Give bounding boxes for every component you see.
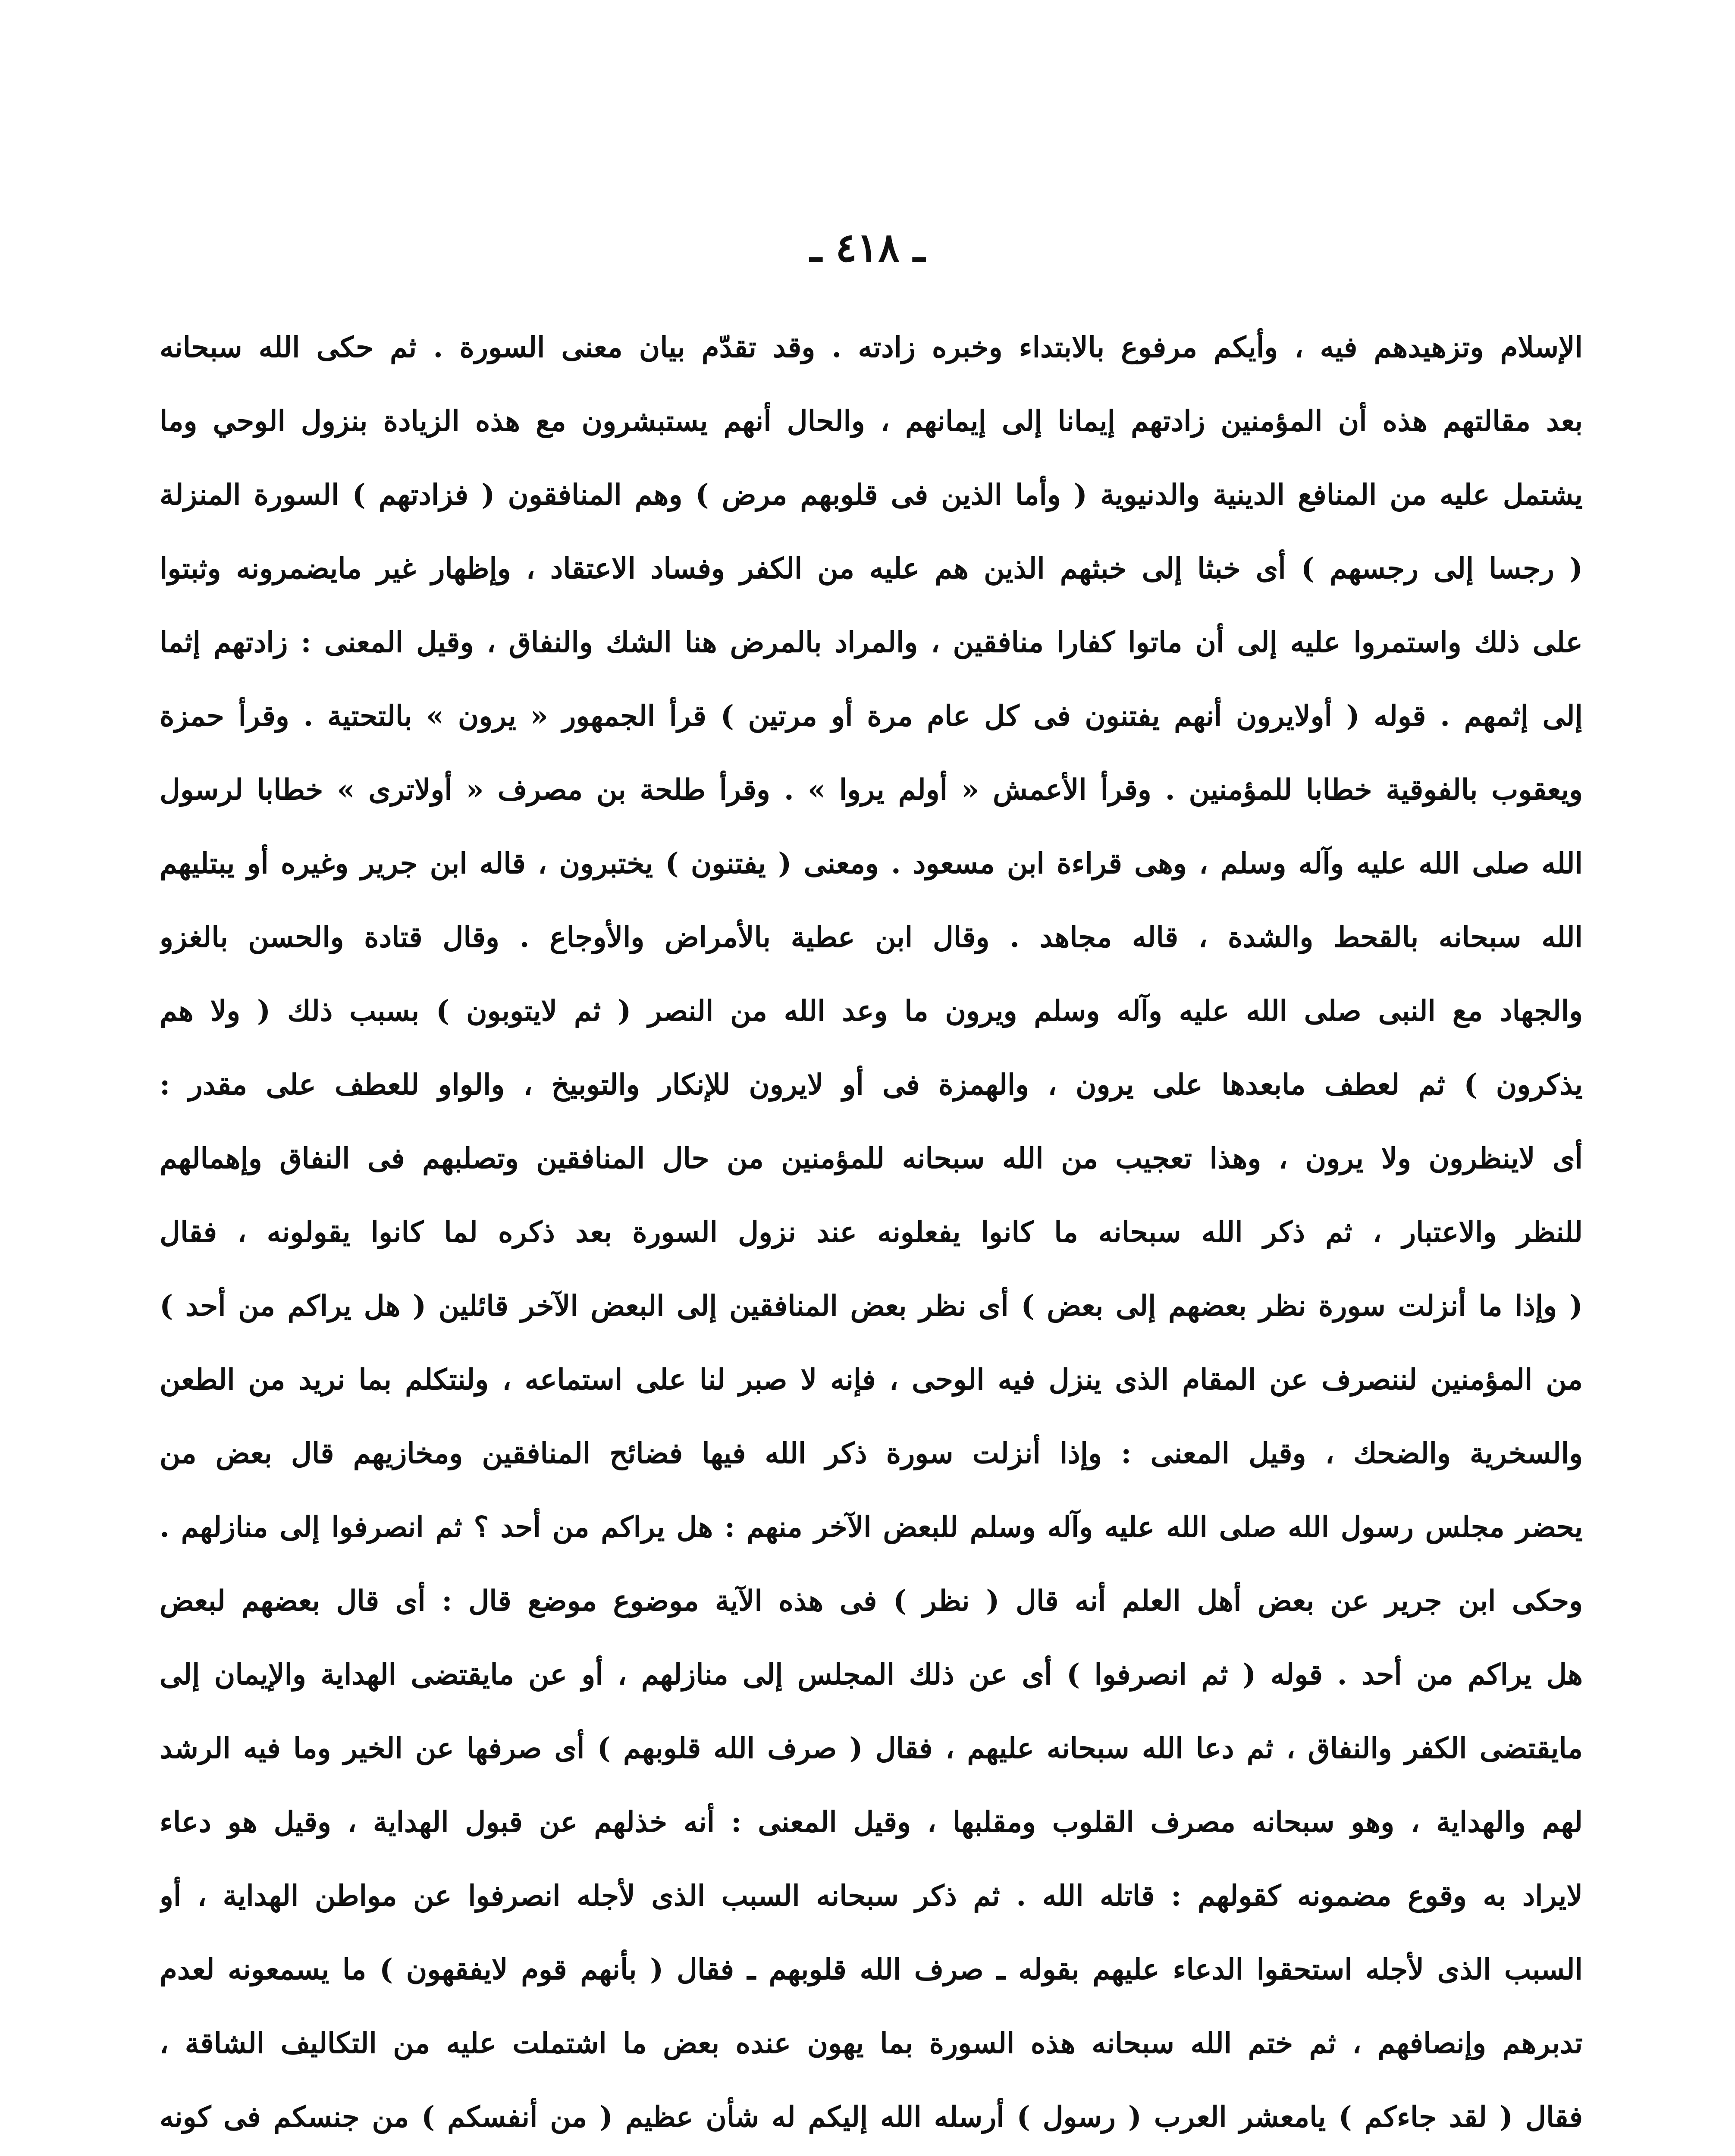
- page-number: ـ ٤١٨ ـ: [810, 224, 925, 271]
- text-line: [160, 2154, 1583, 2156]
- text-line: ( رجسا إلى رجسهم ) أى خبثا إلى خبثهم الذين هم عليه من الكفر وفساد الاعتقاد ، وإظهار غير مايضمرونه وثبتوا: [160, 552, 1583, 585]
- text-line: مايقتضى الكفر والنفاق ، ثم دعا الله سبحانه عليهم ، فقال ( صرف الله قلوبهم ) أى صرفها عن الخير وما فيه الرشد: [160, 1731, 1583, 1765]
- text-line: إلى إثمهم . قوله ( أولايرون أنهم يفتنون فى كل عام مرة أو مرتين ) قرأ الجمهور « يرون » بالتحتية . وقرأ حمزة: [160, 699, 1583, 733]
- text-line: ( وإذا ما أنزلت سورة نظر بعضهم إلى بعض ) أى نظر بعض المنافقين إلى البعض الآخر قائلين ( هل يراكم من أحد ): [160, 1289, 1583, 1322]
- text-line: من المؤمنين لننصرف عن المقام الذى ينزل فيه الوحى ، فإنه لا صبر لنا على استماعه ، ولنتكلم بما نريد من الطعن: [160, 1363, 1583, 1396]
- text-line: السبب الذى لأجله استحقوا الدعاء عليهم بقوله ـ صرف الله قلوبهم ـ فقال ( بأنهم قوم لايفقهون ) ما يسمعونه لعدم: [160, 1952, 1583, 1986]
- text-line: وحكى ابن جرير عن بعض أهل العلم أنه قال ( نظر ) فى هذه الآية موضوع موضع قال : أى قال بعضهم لبعض: [160, 1584, 1583, 1617]
- text-line: الله سبحانه بالقحط والشدة ، قاله مجاهد . وقال ابن عطية بالأمراض والأوجاع . وقال قتادة والحسن بالغزو: [160, 920, 1583, 954]
- text-line: والجهاد مع النبى صلى الله عليه وآله وسلم ويرون ما وعد الله من النصر ( ثم لايتوبون ) بسبب ذلك ( ولا هم: [160, 994, 1583, 1028]
- text-line: يحضر مجلس رسول الله صلى الله عليه وآله وسلم للبعض الآخر منهم : هل يراكم من أحد ؟ ثم انصرفوا إلى منازلهم .: [160, 1510, 1583, 1544]
- text-line: يشتمل عليه من المنافع الدينية والدنيوية ( وأما الذين فى قلوبهم مرض ) وهم المنافقون ( فزادتهم ) السورة المنزلة: [160, 478, 1583, 511]
- text-line: يذكرون ) ثم لعطف مابعدها على يرون ، والهمزة فى أو لايرون للإنكار والتوبيخ ، والواو للعطف على مقدر :: [160, 1068, 1583, 1101]
- text-line: بعد مقالتهم هذه أن المؤمنين زادتهم إيمانا إلى إيمانهم ، والحال أنهم يستبشرون مع هذه الزيادة بنزول الوحي وما: [160, 404, 1583, 438]
- text-line: لايراد به وقوع مضمونه كقولهم : قاتله الله . ثم ذكر سبحانه السبب الذى لأجله انصرفوا عن مواطن الهداية ، أو: [160, 1879, 1583, 1912]
- text-line: فقال ( لقد جاءكم ) يامعشر العرب ( رسول ) أرسله الله إليكم له شأن عظيم ( من أنفسكم ) من جنسكم فى كونه: [160, 2100, 1583, 2134]
- text-line: على ذلك واستمروا عليه إلى أن ماتوا كفارا منافقين ، والمراد بالمرض هنا الشك والنفاق ، وقيل المعنى : زادتهم إثما: [160, 625, 1583, 659]
- text-line: الإسلام وتزهيدهم فيه ، وأيكم مرفوع بالابتداء وخبره زادته . وقد تقدّم بيان معنى السورة . ثم حكى الله سبحانه: [160, 330, 1583, 364]
- text-line: تدبرهم وإنصافهم ، ثم ختم الله سبحانه هذه السورة بما يهون عنده بعض ما اشتملت عليه من التكاليف الشاقة ،: [160, 2026, 1583, 2060]
- text-line: هل يراكم من أحد . قوله ( ثم انصرفوا ) أى عن ذلك المجلس إلى منازلهم ، أو عن مايقتضى الهداية والإيمان إلى: [160, 1658, 1583, 1691]
- text-line: لهم والهداية ، وهو سبحانه مصرف القلوب ومقلبها ، وقيل المعنى : أنه خذلهم عن قبول الهداية ، وقيل هو دعاء: [160, 1805, 1583, 1839]
- text-line: للنظر والاعتبار ، ثم ذكر الله سبحانه ما كانوا يفعلونه عند نزول السورة بعد ذكره لما كانوا يقولونه ، فقال: [160, 1215, 1583, 1249]
- text-line: ويعقوب بالفوقية خطابا للمؤمنين . وقرأ الأعمش « أولم يروا » . وقرأ طلحة بن مصرف « أولاترى » خطابا لرسول: [160, 773, 1583, 806]
- text-line: أى لاينظرون ولا يرون ، وهذا تعجيب من الله سبحانه للمؤمنين من حال المنافقين وتصلبهم فى النفاق وإهمالهم: [160, 1141, 1583, 1175]
- text-line: الله صلى الله عليه وآله وسلم ، وهى قراءة ابن مسعود . ومعنى ( يفتنون ) يختبرون ، قاله ابن جرير وغيره أو يبتليهم: [160, 846, 1583, 880]
- body-text: [160, 310, 1583, 2156]
- text-line: والسخرية والضحك ، وقيل المعنى : وإذا أنزلت سورة ذكر الله فيها فضائح المنافقين ومخازيهم قال بعض من: [160, 1436, 1583, 1470]
